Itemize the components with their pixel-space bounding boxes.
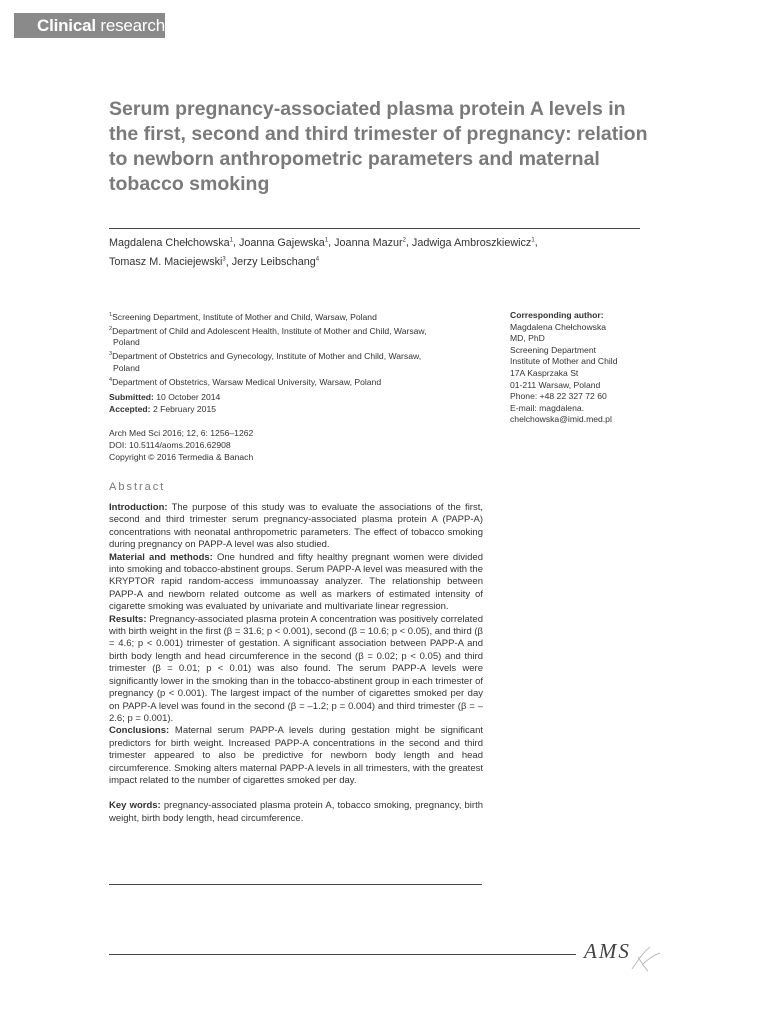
keywords: Key words: pregnancy-associated plasma protein A, tobacco smoking, pregnancy, birth weight, birth body length, head circumference. (109, 800, 483, 824)
affiliation: $^1$Screening Department, Institute of Mother and Child, Warsaw, Poland (109, 311, 377, 322)
author: Jadwiga Ambroszkiewicz$^1$ (411, 236, 535, 249)
abstract-divider (109, 884, 482, 885)
corresponding-line: Magdalena Chełchowska (510, 321, 607, 332)
copyright: Copyright © 2016 Termedia & Banach (109, 451, 254, 462)
author-list: Magdalena Chełchowska$^1$, Joanna Gajewska$^1$, Joanna Mazur$^2$, Jadwiga Ambroszkiewicz$^1$, Tomasz M. Maciejewski$^3$, Jerzy Leibschang$^4$ (109, 236, 538, 269)
corresponding-line: 01-211 Warsaw, Poland (510, 379, 601, 390)
corresponding-line: 17A Kasprzaka St (510, 367, 579, 378)
corresponding-heading: Corresponding author: (510, 310, 604, 320)
logo-text: AMS (584, 939, 631, 963)
author: Magdalena Chełchowska$^1$ (109, 236, 233, 249)
author: Tomasz M. Maciejewski$^3$ (109, 256, 226, 269)
abstract-conclusions: Conclusions: Maternal serum PAPP-A levels during gestation might be significant predictors for birth weight. Increased PAPP-A concentrations in the second and third trimester appeared to also be predictive for newborn body length and head circumference. Smoking alters maternal PAPP-A levels in all trimesters, with the greatest impact related to the number of cigarettes smoked per day. (109, 725, 483, 786)
affiliation: $^2$Department of Child and Adolescent Health, Institute of Mother and Child, Warsaw, (109, 325, 427, 336)
affiliation-continuation: Poland (113, 337, 140, 348)
journal-reference: Arch Med Sci 2016; 12, 6: 1256–1262 (109, 428, 254, 438)
abstract-body (109, 502, 483, 825)
author: Joanna Gajewska$^1$ (238, 236, 329, 249)
abstract-introduction: Introduction: The purpose of this study was to evaluate the associations of the first, second and third trimester serum pregnancy-associated plasma protein A (PAPP-A) concentrations with neonatal anthropometric parameters. The effect of tobacco smoking during pregnancy on PAPP-A level was also studied. (109, 502, 484, 551)
accepted-date: Accepted: 2 February 2015 (109, 403, 216, 414)
article-dates (109, 392, 409, 416)
corresponding-author (510, 310, 660, 426)
abstract-methods: Material and methods: One hundred and fifty healthy pregnant women were divided into smoking and tobacco-abstinent groups. Serum PAPP-A level was measured with the KRYPTOR rapid random-access immunoassay analyzer. The relationship between PAPP-A and newborn related outcome as well as markers of estimated intensity of cigarette smoking was evaluated by univariate and multivariate linear regression. (109, 551, 483, 613)
email-line[interactable]: E-mail: magdalena. (510, 402, 585, 413)
author: Jerzy Leibschang$^4$ (231, 256, 320, 269)
section-tag (14, 13, 165, 38)
section-tag-bold: Clinical (37, 16, 96, 35)
doi[interactable]: DOI: 10.5114/aoms.2016.62908 (109, 439, 231, 450)
section-tag-rest: research (100, 16, 165, 35)
affiliation-continuation: Poland (113, 362, 140, 373)
abstract-heading: Abstract (109, 481, 166, 493)
email-line[interactable]: chelchowska@imid.med.pl (510, 414, 612, 425)
article-title: Serum pregnancy-associated plasma protein A levels in the first, second and third trimester of pregnancy: relation to newborn anthropometric parameters and maternal tobacco smoking (109, 98, 648, 195)
citation (109, 428, 409, 463)
logo-flourish-icon (628, 943, 662, 973)
journal-logo (584, 939, 664, 975)
corresponding-line: Phone: +48 22 327 72 60 (510, 391, 607, 402)
corresponding-line: Screening Department (510, 344, 596, 355)
abstract-results: Results: Pregnancy-associated plasma protein A concentration was positively correlated with birth weight in the first (β = 31.6; p < 0.001), second (β = 10.6; p < 0.05), and third (β = 4.6; p < 0.001) trimester of gestation. A significant association between PAPP-A and birth body length and head circumference in the second (β = 0.02; p < 0.05) and third trimester (β = 0.01; p < 0.01) was also found. The serum PAPP-A levels were significantly lower in the smoking than in the tobacco-abstinent group in each trimester of pregnancy (p < 0.001). The largest impact of the number of cigarettes smoked per day on PAPP-A level was found in the second (β = –1.2; p = 0.004) and third trimester (β = –2.6; p = 0.001). (109, 613, 484, 724)
corresponding-line: Institute of Mother and Child (510, 356, 618, 367)
affiliation: $^4$Department of Obstetrics, Warsaw Medical University, Warsaw, Poland (109, 376, 382, 387)
submitted-date: Submitted: 10 October 2014 (109, 392, 221, 402)
affiliations (109, 310, 484, 388)
corresponding-line: MD, PhD (510, 333, 545, 344)
affiliation: $^3$Department of Obstetrics and Gynecology, Institute of Mother and Child, Warsaw, (109, 350, 422, 361)
author: Joanna Mazur$^2$ (334, 236, 406, 249)
title-divider (109, 228, 640, 229)
footer-divider (109, 954, 576, 955)
